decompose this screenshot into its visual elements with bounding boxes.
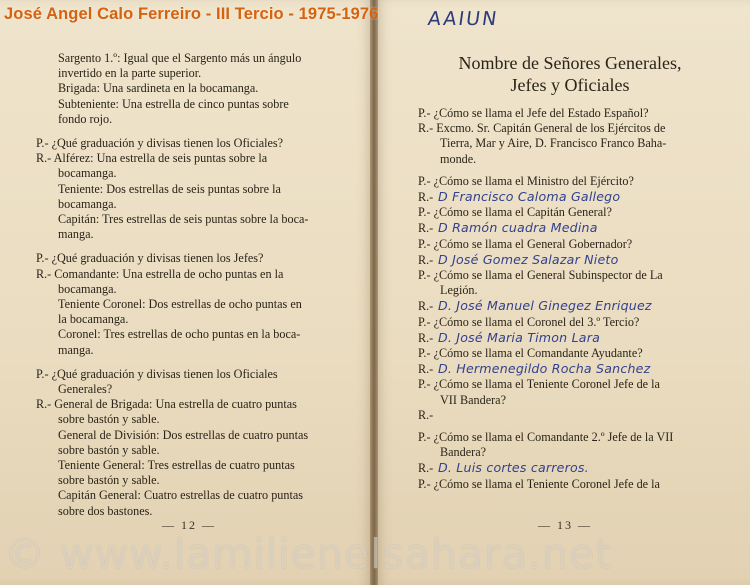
answer-line: R.-	[418, 407, 434, 422]
answer-line: R.- Excmo. Sr. Capitán General de los Ejércitos de	[418, 121, 666, 136]
text-line: Brigada: Una sardineta en la bocamanga.	[58, 81, 259, 96]
page-title	[420, 52, 720, 96]
answer-line	[418, 330, 728, 346]
answer-prefix: R.-	[418, 330, 434, 345]
answer-prefix: R.-	[418, 299, 434, 314]
text-line: VII Bandera?	[440, 392, 506, 407]
question-line: P.- ¿Cómo se llama el General Gobernador?	[418, 236, 633, 251]
question-line: P.- ¿Cómo se llama el Teniente Coronel Jefe de la	[418, 476, 660, 491]
text-line: sobre dos bastones.	[58, 503, 153, 518]
handwritten-answer: D. Luis cortes carreros.	[438, 460, 589, 476]
question-line: P.- ¿Cómo se llama el General Subinspector de La	[418, 268, 663, 283]
book-spine	[370, 0, 378, 585]
text-line: General de División: Dos estrellas de cuatro puntas	[58, 427, 309, 442]
question-line: P.- ¿Cómo se llama el Teniente Coronel Jefe de la	[418, 377, 660, 392]
question-line: P.- ¿Cómo se llama el Comandante 2.º Jefe de la VII	[418, 430, 674, 445]
question-line: P.- ¿Cómo se llama el Ministro del Ejército?	[418, 173, 634, 188]
text-line: Legión.	[440, 283, 478, 298]
handwritten-answer: D Francisco Caloma Gallego	[438, 189, 621, 205]
text-line: invertido en la parte superior.	[58, 66, 202, 81]
answer-prefix: R.-	[418, 461, 434, 476]
text-line: Capitán: Tres estrellas de seis puntas sobre la boca-	[58, 212, 309, 227]
handwritten-answer: D. José Maria Timon Lara	[438, 329, 600, 345]
answer-line	[418, 220, 728, 236]
question-line: P.- ¿Cómo se llama el Capitán General?	[418, 205, 612, 220]
text-line: manga.	[58, 227, 94, 242]
text-line: sobre bastón y sable.	[58, 412, 160, 427]
text-line: Tierra, Mar y Aire, D. Francisco Franco Baha-	[440, 136, 667, 151]
text-line: Teniente Coronel: Dos estrellas de ocho puntas en	[58, 297, 302, 312]
title-line: Nombre de Señores Generales,	[458, 53, 682, 73]
answer-prefix: R.-	[418, 362, 434, 377]
answer-line	[418, 252, 728, 268]
question-line: P.- ¿Qué graduación y divisas tienen los Oficiales	[36, 366, 278, 381]
handwritten-answer: D José Gomez Salazar Nieto	[438, 251, 619, 267]
text-line: sobre bastón y sable.	[58, 442, 160, 457]
handwritten-answer: D. José Manuel Ginegez Enriquez	[438, 298, 652, 314]
right-page-text	[418, 106, 728, 492]
text-line: Teniente: Dos estrellas de seis puntas sobre la	[58, 181, 281, 196]
text-line: bocamanga.	[58, 166, 117, 181]
text-line: Capitán General: Cuatro estrellas de cuatro puntas	[58, 488, 304, 503]
answer-line: R.- Alférez: Una estrella de seis puntas sobre la	[36, 151, 268, 166]
text-line: fondo rojo.	[58, 111, 113, 126]
answer-line	[418, 298, 728, 314]
text-line: la bocamanga.	[58, 312, 129, 327]
page-number: — 13 —	[538, 518, 592, 532]
answer-line: R.- Comandante: Una estrella de ocho puntas en la	[36, 266, 284, 281]
answer-line	[418, 189, 728, 205]
text-line: Teniente General: Tres estrellas de cuatro puntas	[58, 458, 295, 473]
question-line: P.- ¿Cómo se llama el Jefe del Estado Español?	[418, 106, 649, 120]
left-page-text	[36, 51, 348, 519]
answer-prefix: R.-	[418, 252, 434, 267]
text-line: Bandera?	[440, 445, 487, 460]
answer-prefix: R.-	[418, 221, 434, 236]
question-line: P.- ¿Qué graduación y divisas tienen los Jefes?	[36, 251, 264, 266]
text-line: bocamanga.	[58, 196, 117, 211]
question-line: P.- ¿Qué graduación y divisas tienen los Oficiales?	[36, 136, 284, 151]
title-line: Jefes y Oficiales	[510, 75, 630, 95]
header-banner: José Angel Calo Ferreiro - III Tercio - 1975-1976	[4, 5, 379, 23]
text-line: Subteniente: Una estrella de cinco puntas sobre	[58, 96, 289, 111]
question-line: P.- ¿Cómo se llama el Comandante Ayudante?	[418, 346, 643, 361]
text-line: manga.	[58, 342, 94, 357]
text-line: Generales?	[58, 382, 113, 397]
text-line: Coronel: Tres estrellas de ocho puntas en la boca-	[58, 327, 301, 342]
text-line: sobre bastón y sable.	[58, 473, 160, 488]
answer-line	[418, 361, 728, 377]
answer-prefix: R.-	[418, 190, 434, 205]
text-line: Sargento 1.º: Igual que el Sargento más un ángulo	[58, 51, 302, 65]
handwritten-answer: D. Hermenegildo Rocha Sanchez	[438, 361, 651, 377]
handwritten-scrawl: AAIUN	[426, 8, 500, 30]
page-number: — 12 —	[162, 518, 216, 532]
text-line: bocamanga.	[58, 281, 117, 296]
answer-line	[418, 460, 728, 476]
answer-line: R.- General de Brigada: Una estrella de cuatro puntas	[36, 397, 297, 412]
handwritten-answer: D Ramón cuadra Medina	[438, 220, 598, 236]
watermark: © www.lamilienelsahara.net	[4, 530, 613, 578]
question-line: P.- ¿Cómo se llama el Coronel del 3.º Tercio?	[418, 314, 640, 329]
text-line: monde.	[440, 151, 477, 166]
